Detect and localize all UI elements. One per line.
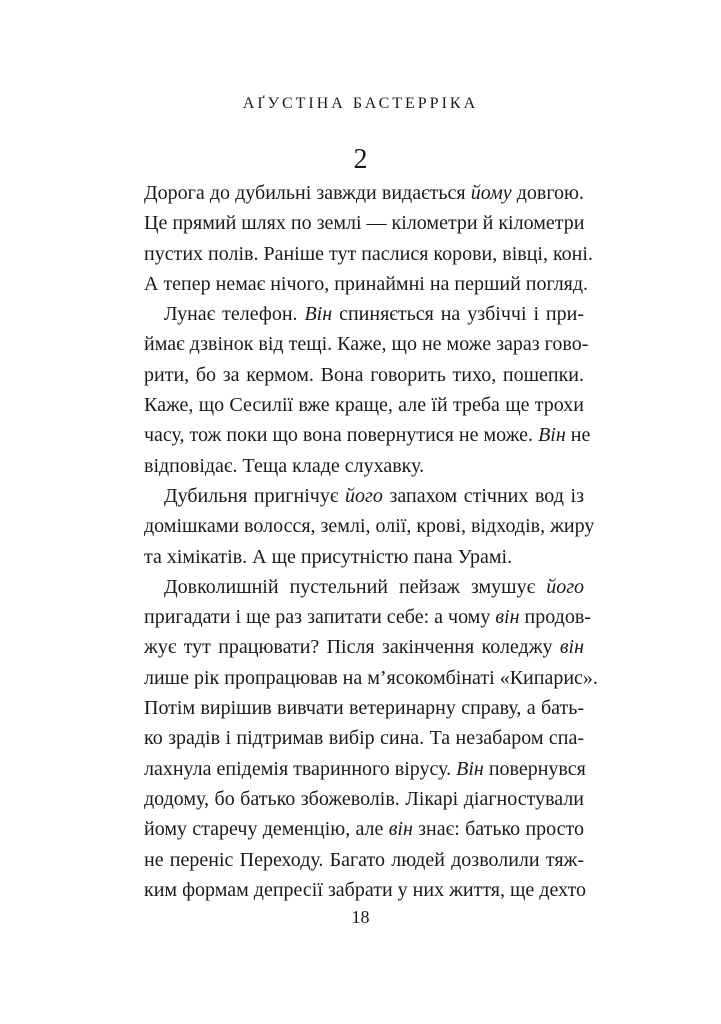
text-line: та хімікатів. А ще присутністю пана Урамі. — [144, 545, 513, 568]
text-line: Потім вирішив вивчати ветеринарну справу, а бать- — [144, 697, 584, 720]
text-line: пригадати і ще раз запитати себе: а чому він продов- — [144, 606, 591, 629]
text-line: домішками волосся, землі, олії, крові, відходів, жиру — [144, 515, 595, 538]
text-line: ко зрадів і підтримав вибір сина. Та незабаром спа- — [144, 727, 584, 750]
text-line: Каже, що Сесилії вже краще, але їй треба ще трохи — [144, 394, 584, 417]
text-line: ким формам депресії забрати у них життя, ще дехто — [144, 878, 587, 901]
text-line: Це прямий шлях по землі — кілометри й кілометри — [144, 212, 585, 235]
text-line: Дорога до дубильні завжди видається йому довгою. — [144, 182, 584, 204]
text-line: відповідає. Теща кладе слухавку. — [144, 454, 425, 477]
text-line: часу, тож поки що вона повернутися не може. Він не — [144, 424, 591, 447]
text-line: Дубильня пригнічує його запахом стічних вод із — [164, 484, 584, 507]
running-head: АҐУСТІНА БАСТЕРРІКА — [242, 95, 479, 112]
text-line: ймає дзвінок від тещі. Каже, що не може зараз гово- — [144, 333, 589, 356]
body-text — [144, 178, 598, 905]
text-line: пустих полів. Раніше тут паслися корови, вівці, коні. — [144, 242, 593, 265]
text-line: А тепер немає нічого, принаймні на перший погляд. — [144, 272, 589, 295]
text-line: рити, бо за кермом. Вона говорить тихо, пошепки. — [144, 363, 584, 386]
text-line: Лунає телефон. Він спиняється на узбіччі і при- — [164, 303, 584, 326]
text-line: лахнула епідемія тваринного вірусу. Він повернувся — [144, 757, 586, 780]
text-line: додому, бо батько збожеволів. Лікарі діагностували — [144, 787, 584, 810]
text-line: лише рік пропрацював на м’ясокомбінаті «Кипарис». — [144, 666, 598, 689]
text-line: Довколишній пустельний пейзаж змушує його — [164, 575, 584, 598]
text-line: жує тут працювати? Після закінчення коледжу він — [144, 636, 584, 659]
text-line: йому старечу деменцію, але він знає: батько просто — [144, 818, 584, 841]
chapter-number: 2 — [353, 144, 368, 175]
page-number: 18 — [351, 907, 370, 927]
text-line: не переніс Переходу. Багато людей дозволили тяж- — [144, 848, 584, 871]
